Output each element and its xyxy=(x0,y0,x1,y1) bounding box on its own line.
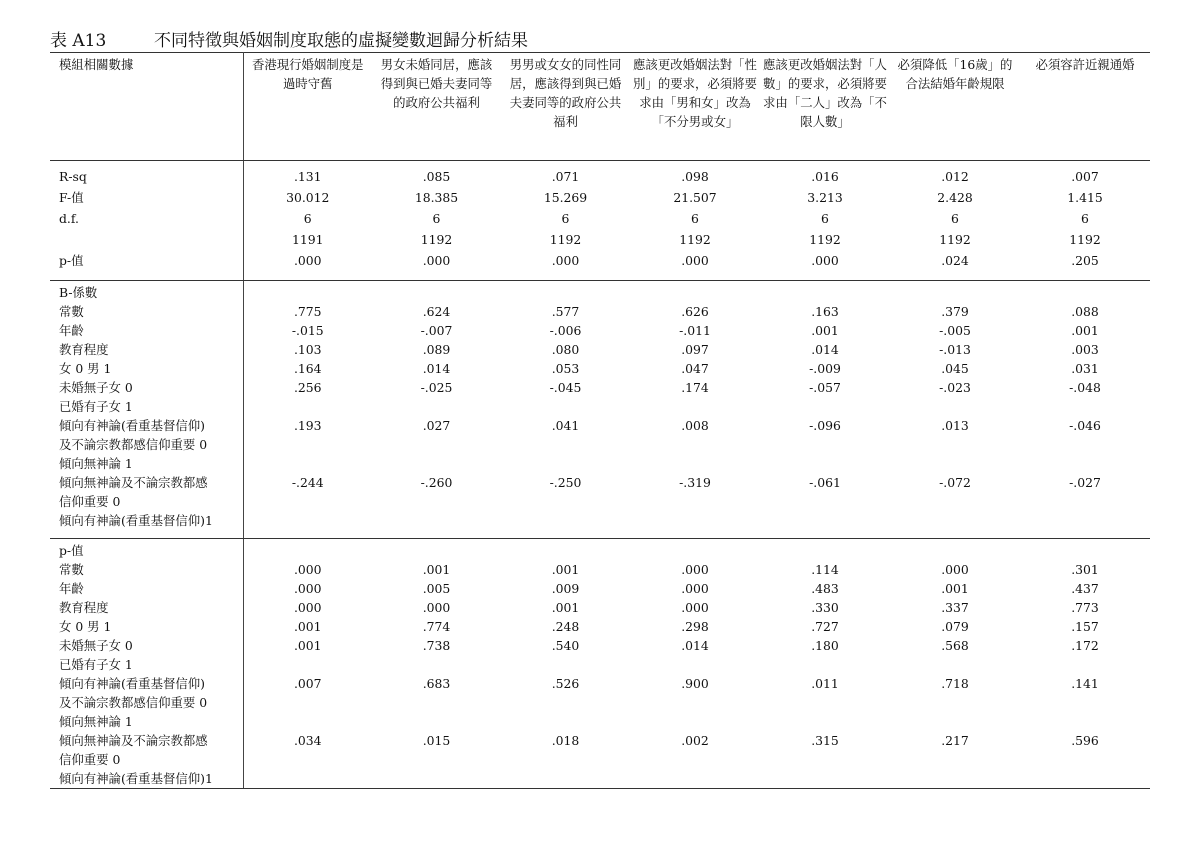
table-cell: .114 xyxy=(811,562,839,577)
table-cell: .041 xyxy=(551,418,580,433)
table-cell: .900 xyxy=(681,676,709,691)
table-cell: .088 xyxy=(1071,304,1099,319)
table-cell: 1192 xyxy=(549,232,582,247)
table-cell xyxy=(1020,539,1150,561)
table-cell: .526 xyxy=(551,676,580,691)
table-cell xyxy=(630,281,760,303)
table-cell xyxy=(760,511,890,539)
row-label: 及不論宗教都感信仰重要 0 xyxy=(50,693,243,712)
table-cell: .626 xyxy=(681,304,709,319)
table-cell: .001 xyxy=(1071,323,1099,338)
table-cell: .727 xyxy=(811,619,839,634)
table-cell: .141 xyxy=(1071,676,1099,691)
table-cell: -.027 xyxy=(1069,475,1101,490)
table-cell: 6 xyxy=(432,211,441,226)
table-cell xyxy=(501,712,630,731)
table-row xyxy=(50,416,1150,435)
stat-row xyxy=(50,230,1150,251)
table-row xyxy=(50,511,1150,539)
row-label: p-值 xyxy=(50,251,243,281)
table-cell xyxy=(630,397,760,416)
column-header: 男男或女女的同性同居，應該得到與已婚夫妻同等的政府公共福利 xyxy=(501,53,630,161)
table-cell: .568 xyxy=(941,638,969,653)
table-cell xyxy=(1020,769,1150,789)
table-cell: 1192 xyxy=(939,232,971,247)
table-cell xyxy=(372,454,501,473)
row-label xyxy=(50,230,243,251)
table-cell xyxy=(501,750,630,769)
row-label: 教育程度 xyxy=(50,340,243,359)
row-label: 信仰重要 0 xyxy=(50,750,243,769)
table-cell xyxy=(760,712,890,731)
table-row xyxy=(50,655,1150,674)
table-cell xyxy=(501,281,630,303)
table-row xyxy=(50,731,1150,750)
table-cell xyxy=(372,511,501,539)
table-cell: -.057 xyxy=(809,380,841,395)
table-cell: .193 xyxy=(293,418,322,433)
table-cell: .085 xyxy=(422,169,451,184)
table-cell: .045 xyxy=(941,361,969,376)
table-number: 表 A13 xyxy=(50,31,107,51)
table-cell: .774 xyxy=(422,619,451,634)
table-cell: .016 xyxy=(811,169,839,184)
table-title: 不同特徵與婚姻制度取態的虛擬變數迴歸分析結果 xyxy=(154,31,528,51)
table-cell: .775 xyxy=(293,304,322,319)
table-cell xyxy=(1020,281,1150,303)
table-cell: .330 xyxy=(811,600,839,615)
table-cell: 1191 xyxy=(291,232,324,247)
row-label: 傾向有神論(看重基督信仰) xyxy=(50,416,243,435)
table-cell xyxy=(760,655,890,674)
table-cell xyxy=(372,712,501,731)
table-cell xyxy=(890,769,1020,789)
table-cell: .001 xyxy=(941,581,969,596)
row-label: 傾向有神論(看重基督信仰)1 xyxy=(50,769,243,789)
table-row xyxy=(50,598,1150,617)
table-cell: -.250 xyxy=(549,475,582,490)
table-row xyxy=(50,454,1150,473)
row-label: 年齡 xyxy=(50,321,243,340)
table-cell: .180 xyxy=(811,638,839,653)
row-label: R-sq xyxy=(50,161,243,189)
table-caption xyxy=(50,26,528,51)
table-cell: .027 xyxy=(422,418,451,433)
table-cell: 18.385 xyxy=(414,190,459,205)
table-cell xyxy=(1020,712,1150,731)
table-cell: .002 xyxy=(681,733,709,748)
table-cell xyxy=(372,435,501,454)
table-cell: .014 xyxy=(422,361,451,376)
table-cell: .315 xyxy=(811,733,839,748)
regression-table xyxy=(50,52,1150,789)
table-cell: 1192 xyxy=(679,232,711,247)
table-row xyxy=(50,397,1150,416)
row-label: 女 0 男 1 xyxy=(50,617,243,636)
table-cell xyxy=(890,281,1020,303)
table-cell: .014 xyxy=(811,342,839,357)
table-cell xyxy=(243,454,372,473)
table-cell xyxy=(890,712,1020,731)
row-label: 女 0 男 1 xyxy=(50,359,243,378)
table-cell xyxy=(243,712,372,731)
row-label: 已婚有子女 1 xyxy=(50,397,243,416)
table-cell xyxy=(890,397,1020,416)
table-cell: .097 xyxy=(681,342,709,357)
table-cell: .089 xyxy=(422,342,451,357)
table-row xyxy=(50,492,1150,511)
row-label: 傾向無神論 1 xyxy=(50,712,243,731)
table-cell: .000 xyxy=(941,562,969,577)
table-cell xyxy=(501,397,630,416)
table-cell xyxy=(760,281,890,303)
table-cell xyxy=(630,693,760,712)
table-cell: .011 xyxy=(811,676,839,691)
table-cell: .577 xyxy=(551,304,580,319)
table-cell xyxy=(630,435,760,454)
table-cell xyxy=(501,693,630,712)
table-cell xyxy=(372,539,501,561)
row-label: 未婚無子女 0 xyxy=(50,378,243,397)
table-cell: .001 xyxy=(422,562,451,577)
table-cell xyxy=(890,539,1020,561)
table-cell: -.005 xyxy=(939,323,971,338)
table-cell: -.061 xyxy=(809,475,841,490)
table-cell xyxy=(1020,454,1150,473)
table-cell xyxy=(760,435,890,454)
table-cell xyxy=(630,511,760,539)
table-cell: .540 xyxy=(551,638,580,653)
column-header: 必須容許近親通婚 xyxy=(1020,53,1150,161)
table-cell: .098 xyxy=(681,169,709,184)
row-label: B-係數 xyxy=(50,281,243,303)
table-cell: .379 xyxy=(941,304,969,319)
table-row xyxy=(50,473,1150,492)
table-cell: .174 xyxy=(681,380,709,395)
table-cell xyxy=(501,655,630,674)
table-cell: .683 xyxy=(422,676,451,691)
table-cell xyxy=(243,655,372,674)
table-cell: -.046 xyxy=(1069,418,1101,433)
table-cell: 21.507 xyxy=(673,190,717,205)
table-cell: .000 xyxy=(501,251,630,281)
table-cell xyxy=(630,454,760,473)
table-cell: .131 xyxy=(293,169,322,184)
row-label: 年齡 xyxy=(50,579,243,598)
stat-row xyxy=(50,161,1150,189)
table-cell: -.009 xyxy=(809,361,841,376)
table-cell: .248 xyxy=(551,619,580,634)
row-label: 已婚有子女 1 xyxy=(50,655,243,674)
table-cell: .000 xyxy=(681,562,709,577)
table-cell: .007 xyxy=(1071,169,1099,184)
table-cell: .000 xyxy=(372,251,501,281)
table-cell xyxy=(630,769,760,789)
row-label: 常數 xyxy=(50,560,243,579)
table-cell: -.244 xyxy=(291,475,324,490)
table-cell: 3.213 xyxy=(807,190,843,205)
table-cell: .031 xyxy=(1071,361,1099,376)
table-cell xyxy=(890,655,1020,674)
table-row xyxy=(50,340,1150,359)
table-cell: .000 xyxy=(422,600,451,615)
table-cell: .012 xyxy=(941,169,969,184)
row-label: 傾向有神論(看重基督信仰) xyxy=(50,674,243,693)
table-cell: -.096 xyxy=(809,418,841,433)
table-cell: -.072 xyxy=(939,475,971,490)
table-row xyxy=(50,617,1150,636)
table-cell: .001 xyxy=(293,638,322,653)
table-cell: .079 xyxy=(941,619,969,634)
table-cell: .596 xyxy=(1071,733,1099,748)
table-row xyxy=(50,321,1150,340)
table-cell xyxy=(501,539,630,561)
table-cell: .003 xyxy=(1071,342,1099,357)
row-label: 常數 xyxy=(50,302,243,321)
table-cell: .024 xyxy=(890,251,1020,281)
row-label: F-值 xyxy=(50,188,243,209)
table-cell: .000 xyxy=(293,600,322,615)
table-cell: 1192 xyxy=(1069,232,1101,247)
table-row xyxy=(50,750,1150,769)
table-cell: 6 xyxy=(561,211,570,226)
table-cell xyxy=(630,750,760,769)
table-cell: .001 xyxy=(293,619,322,634)
table-cell: .001 xyxy=(551,600,580,615)
table-cell: .337 xyxy=(941,600,969,615)
table-cell: 6 xyxy=(691,211,699,226)
table-cell: 6 xyxy=(303,211,312,226)
table-row xyxy=(50,579,1150,598)
table-cell: .008 xyxy=(681,418,709,433)
table-body xyxy=(50,161,1150,789)
table-row xyxy=(50,435,1150,454)
table-row xyxy=(50,769,1150,789)
row-label: 傾向無神論及不論宗教都感 xyxy=(50,473,243,492)
table-cell: .773 xyxy=(1071,600,1099,615)
table-cell: 15.269 xyxy=(543,190,588,205)
table-cell xyxy=(372,655,501,674)
table-cell: .047 xyxy=(681,361,709,376)
table-cell xyxy=(890,511,1020,539)
table-cell xyxy=(760,693,890,712)
table-cell: .163 xyxy=(811,304,839,319)
table-cell: -.260 xyxy=(420,475,453,490)
table-cell: -.319 xyxy=(679,475,711,490)
table-cell: .738 xyxy=(422,638,451,653)
table-cell: .001 xyxy=(551,562,580,577)
table-cell: -.048 xyxy=(1069,380,1101,395)
table-cell: .014 xyxy=(681,638,709,653)
table-cell xyxy=(890,435,1020,454)
table-cell: 6 xyxy=(951,211,959,226)
table-cell xyxy=(372,750,501,769)
table-row xyxy=(50,359,1150,378)
table-cell xyxy=(243,693,372,712)
table-cell: .034 xyxy=(293,733,322,748)
table-cell: 1.415 xyxy=(1067,190,1103,205)
table-cell: .000 xyxy=(630,251,760,281)
table-row xyxy=(50,302,1150,321)
table-cell xyxy=(501,454,630,473)
table-cell xyxy=(501,435,630,454)
table-cell xyxy=(372,281,501,303)
table-cell: .157 xyxy=(1071,619,1099,634)
table-cell xyxy=(630,655,760,674)
table-cell: 1192 xyxy=(420,232,453,247)
table-cell xyxy=(760,454,890,473)
header-row xyxy=(50,53,1150,161)
table-cell: .000 xyxy=(760,251,890,281)
table-cell: -.006 xyxy=(549,323,582,338)
column-header: 男女未婚同居，應該得到與已婚夫妻同等的政府公共福利 xyxy=(372,53,501,161)
table-cell: .624 xyxy=(422,304,451,319)
row-label: 未婚無子女 0 xyxy=(50,636,243,655)
table-row xyxy=(50,693,1150,712)
table-cell xyxy=(1020,492,1150,511)
table-cell: .018 xyxy=(551,733,580,748)
table-cell xyxy=(630,539,760,561)
row-label: 教育程度 xyxy=(50,598,243,617)
table-cell: -.045 xyxy=(549,380,582,395)
table-cell: .217 xyxy=(941,733,969,748)
corner-label: 模組相關數據 xyxy=(50,53,243,161)
section-heading-row xyxy=(50,281,1150,303)
table-cell: 6 xyxy=(1081,211,1089,226)
column-header: 香港現行婚姻制度是過時守舊 xyxy=(243,53,372,161)
table-cell: .437 xyxy=(1071,581,1099,596)
table-cell xyxy=(501,769,630,789)
table-cell: .053 xyxy=(551,361,580,376)
table-cell: .256 xyxy=(293,380,322,395)
stat-row xyxy=(50,209,1150,230)
table-cell: .000 xyxy=(681,581,709,596)
table-cell xyxy=(372,693,501,712)
table-cell: .005 xyxy=(422,581,451,596)
table-cell xyxy=(243,539,372,561)
table-cell: .301 xyxy=(1071,562,1099,577)
table-cell xyxy=(501,511,630,539)
table-cell xyxy=(1020,435,1150,454)
table-row xyxy=(50,674,1150,693)
stat-row xyxy=(50,188,1150,209)
table-cell: 2.428 xyxy=(937,190,973,205)
table-cell xyxy=(1020,750,1150,769)
table-cell: .071 xyxy=(551,169,580,184)
table-cell: .013 xyxy=(941,418,969,433)
table-cell xyxy=(1020,655,1150,674)
table-row xyxy=(50,560,1150,579)
table-cell xyxy=(630,492,760,511)
table-cell xyxy=(760,492,890,511)
table-cell: .164 xyxy=(293,361,322,376)
table-cell: .000 xyxy=(293,581,322,596)
table-cell xyxy=(372,492,501,511)
table-cell xyxy=(372,769,501,789)
table-cell: -.011 xyxy=(679,323,711,338)
table-cell xyxy=(760,769,890,789)
section-heading-row xyxy=(50,539,1150,561)
table-cell xyxy=(890,492,1020,511)
table-cell: .172 xyxy=(1071,638,1099,653)
table-cell: 30.012 xyxy=(286,190,330,205)
table-cell: -.013 xyxy=(939,342,971,357)
table-cell: -.023 xyxy=(939,380,971,395)
table-row xyxy=(50,636,1150,655)
table-cell xyxy=(243,397,372,416)
table-cell xyxy=(243,511,372,539)
table-cell xyxy=(243,281,372,303)
table-cell: 1192 xyxy=(809,232,841,247)
row-label: 信仰重要 0 xyxy=(50,492,243,511)
table-cell xyxy=(1020,397,1150,416)
table-cell xyxy=(243,769,372,789)
table-row xyxy=(50,378,1150,397)
table-cell: .007 xyxy=(293,676,322,691)
row-label: d.f. xyxy=(50,209,243,230)
table-cell xyxy=(760,397,890,416)
stat-row xyxy=(50,251,1150,281)
table-cell: .000 xyxy=(293,562,322,577)
table-cell: -.025 xyxy=(420,380,453,395)
table-row xyxy=(50,712,1150,731)
table-cell xyxy=(890,693,1020,712)
table-cell xyxy=(501,492,630,511)
table-cell: .000 xyxy=(243,251,372,281)
column-header: 應該更改婚姻法對「性別」的要求，必須將要求由「男和女」改為「不分男或女」 xyxy=(630,53,760,161)
table-cell: .103 xyxy=(293,342,322,357)
table-cell: .000 xyxy=(681,600,709,615)
table-cell xyxy=(1020,693,1150,712)
row-label: 及不論宗教都感信仰重要 0 xyxy=(50,435,243,454)
table-cell xyxy=(890,750,1020,769)
table-cell xyxy=(1020,511,1150,539)
table-cell xyxy=(243,750,372,769)
table-cell: .009 xyxy=(551,581,580,596)
table-cell xyxy=(760,539,890,561)
table-cell xyxy=(372,397,501,416)
table-cell: .080 xyxy=(551,342,580,357)
table-cell xyxy=(630,712,760,731)
table-cell xyxy=(890,454,1020,473)
table-cell: .298 xyxy=(681,619,709,634)
table-cell: .718 xyxy=(941,676,969,691)
row-label: 傾向無神論及不論宗教都感 xyxy=(50,731,243,750)
row-label: 傾向無神論 1 xyxy=(50,454,243,473)
row-label: p-值 xyxy=(50,539,243,561)
table-cell: 6 xyxy=(821,211,829,226)
table-cell: -.007 xyxy=(420,323,453,338)
table-cell: .483 xyxy=(811,581,839,596)
table-cell xyxy=(243,435,372,454)
column-header: 應該更改婚姻法對「人數」的要求，必須將要求由「二人」改為「不限人數」 xyxy=(760,53,890,161)
table-cell xyxy=(243,492,372,511)
table-cell: .015 xyxy=(422,733,451,748)
table-cell: .001 xyxy=(811,323,839,338)
table-cell: -.015 xyxy=(291,323,324,338)
table-cell: .205 xyxy=(1020,251,1150,281)
row-label: 傾向有神論(看重基督信仰)1 xyxy=(50,511,243,539)
table-cell xyxy=(760,750,890,769)
column-header: 必須降低「16歲」的合法結婚年齡規限 xyxy=(890,53,1020,161)
